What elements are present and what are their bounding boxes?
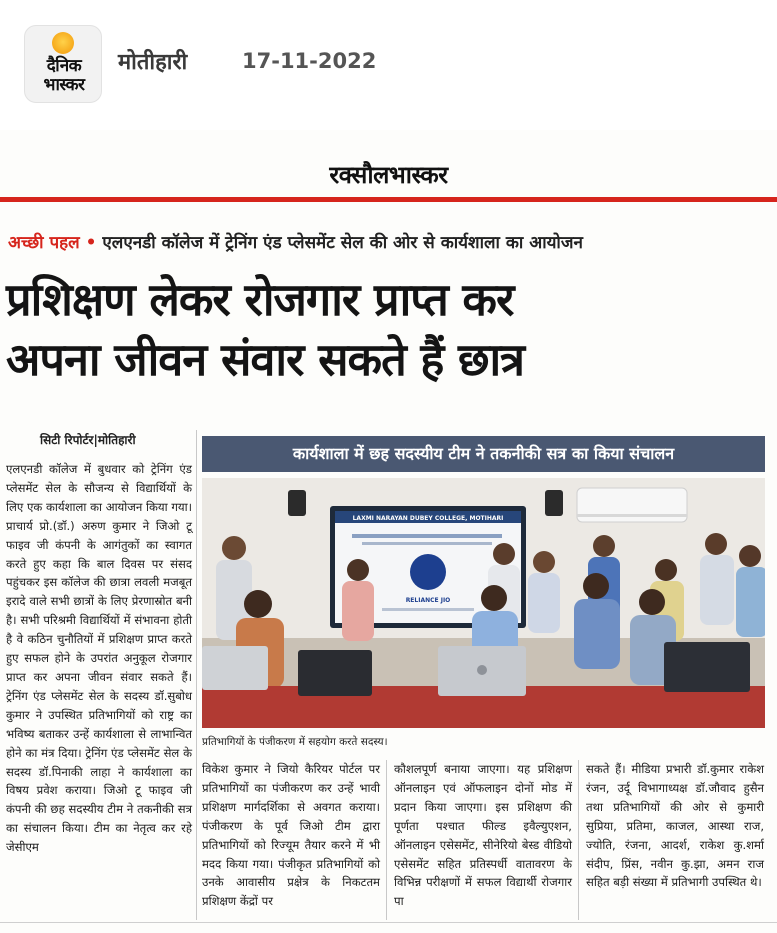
masthead: रक्सौलभास्कर — [329, 161, 448, 189]
bottom-rule — [0, 922, 777, 923]
column-divider — [386, 760, 387, 920]
article-column-3: कौशलपूर्ण बनाया जाएगा। यह प्रशिक्षण ऑनलाइन एवं ऑफलाइन दोनों मोड में प्रदान किया जाएगा। इस प्रशिक्षण की पूर्णता पश्चात फील्ड इवैल्युएशन, ऑनलाइन एसेसमेंट, सीनेरियो बेस्ड वीडियो एसेसमेंट सहित प्रतिस्पर्धी वातावरण के विभिन्न परीक्षणों में सफल विद्यार्थी रोजगार पा — [394, 762, 572, 909]
headline-line2: अपना जीवन संवार सकते हैं छात्र — [6, 333, 525, 386]
article-column-2: विकेश कुमार ने जियो कैरियर पोर्टल पर प्रतिभागियों का पंजीकरण कर उन्हें भावी प्रशिक्षण मार्गदर्शिका से अवगत कराया। पंजीकरण के पूर्व जिओ टीम द्वारा प्रतिभागियों को रिज्यूम तैयार करने में भी मदद किया गया। पंजीकृत प्रतिभागियों को उनके आवासीय प्रक्षेत्र के निकटतम प्रशिक्षण केंद्रों पर — [202, 762, 380, 909]
speaker-right — [545, 490, 563, 516]
column-divider — [578, 760, 579, 920]
dainik-bhaskar-logo[interactable] — [24, 25, 102, 103]
jio-logo-icon — [410, 554, 446, 590]
newspaper-page — [0, 130, 777, 933]
event-photo — [202, 478, 765, 728]
screen-banner-text: LAXMI NARAYAN DUBEY COLLEGE, MOTIHARI — [352, 515, 504, 522]
photo-title-banner: कार्यशाला में छह सदस्यीय टीम ने तकनीकी सत्र का किया संचालन — [202, 436, 765, 472]
masthead-rule — [0, 197, 777, 202]
photo-caption: प्रतिभागियों के पंजीकरण में सहयोग करते सदस्य। — [202, 736, 388, 748]
column-divider — [196, 430, 197, 920]
article-left-column: एलएनडी कॉलेज में बुधवार को ट्रेनिंग एंड प्लेसमेंट सेल के सौजन्य से विद्यार्थियों के लिए एक कार्यशाला का आयोजन किया गया। प्राचार्य प्रो.(डॉ.) अरुण कुमार ने जिओ टू फाइव जी कंपनी के आगंतुकों का स्वागत करते हुए कहा कि बाल दिवस पर संसद पहुंचकर इस कॉलेज की छात्रा लवली मजबूत इरादे वाले सभी छात्रों के लिए प्रेरणास्रोत बनी है। सभी परिश्रमी विद्यार्थियों में संभावना होती है वे कठिन चुनौतियों में प्रशिक्षण प्राप्त करते हुए सफल होने के उपरांत अनुकूल रोजगार प्राप्त कर अपना जीवन संवार सकते हैं। ट्रेनिंग एंड प्लेसमेंट सेल के सदस्य डॉ.सुबोध कुमार ने उपस्थित प्रतिभागियों को राष्ट्र का भविष्य बताकर उन्हें कार्यशाला से लाभान्वित होने का मंत्र दिया। ट्रेनिंग एंड प्लेसमेंट सेल के सदस्य डॉ.पिनाकी लाहा ने कार्यशाला का विषय प्रवेश कराया। जिओ टू फाइव जी कंपनी की छह सदस्यीय टीम ने तकनीकी सत्र का संचालन किया। टीम का नेतृत्व कर रहे जेसीएम — [6, 462, 192, 855]
headline-line1: प्रशिक्षण लेकर रोजगार प्राप्त कर — [6, 273, 514, 326]
logo-text-line2: भास्कर — [43, 75, 85, 95]
kicker-tag: अच्छी पहल • — [8, 233, 97, 253]
edition-city: मोतीहारी — [118, 50, 188, 75]
byline: सिटी रिपोर्टर|मोतिहारी — [40, 433, 136, 447]
sun-icon — [52, 32, 74, 54]
event-photo-drawing — [202, 478, 765, 728]
app-header — [0, 0, 777, 120]
speaker-left — [288, 490, 306, 516]
logo-text-line1: दैनिक — [46, 56, 82, 76]
article-column-4: सकते हैं। मीडिया प्रभारी डॉ.कुमार राकेश रंजन, उर्दू विभागाध्यक्ष डॉ.जौवाद हुसैन तथा प्रतिभागियों की ओर से कुमारी सुप्रिया, प्रतिमा, काजल, आस्था राज, ज्योति, रंजना, आदर्श, राकेश कु.शर्मा संदीप, प्रिंस, नवीन कु.झा, अमन राज सहित बड़ी संख्या में प्रतिभागी उपस्थित थे। — [586, 762, 764, 890]
screen-logo-text: RELIANCE JIO — [405, 597, 451, 604]
edition-date: 17-11-2022 — [242, 49, 377, 73]
kicker — [8, 230, 583, 253]
headline — [6, 270, 776, 390]
kicker-text: एलएनडी कॉलेज में ट्रेनिंग एंड प्लेसमेंट सेल की ओर से कार्यशाला का आयोजन — [102, 233, 583, 253]
